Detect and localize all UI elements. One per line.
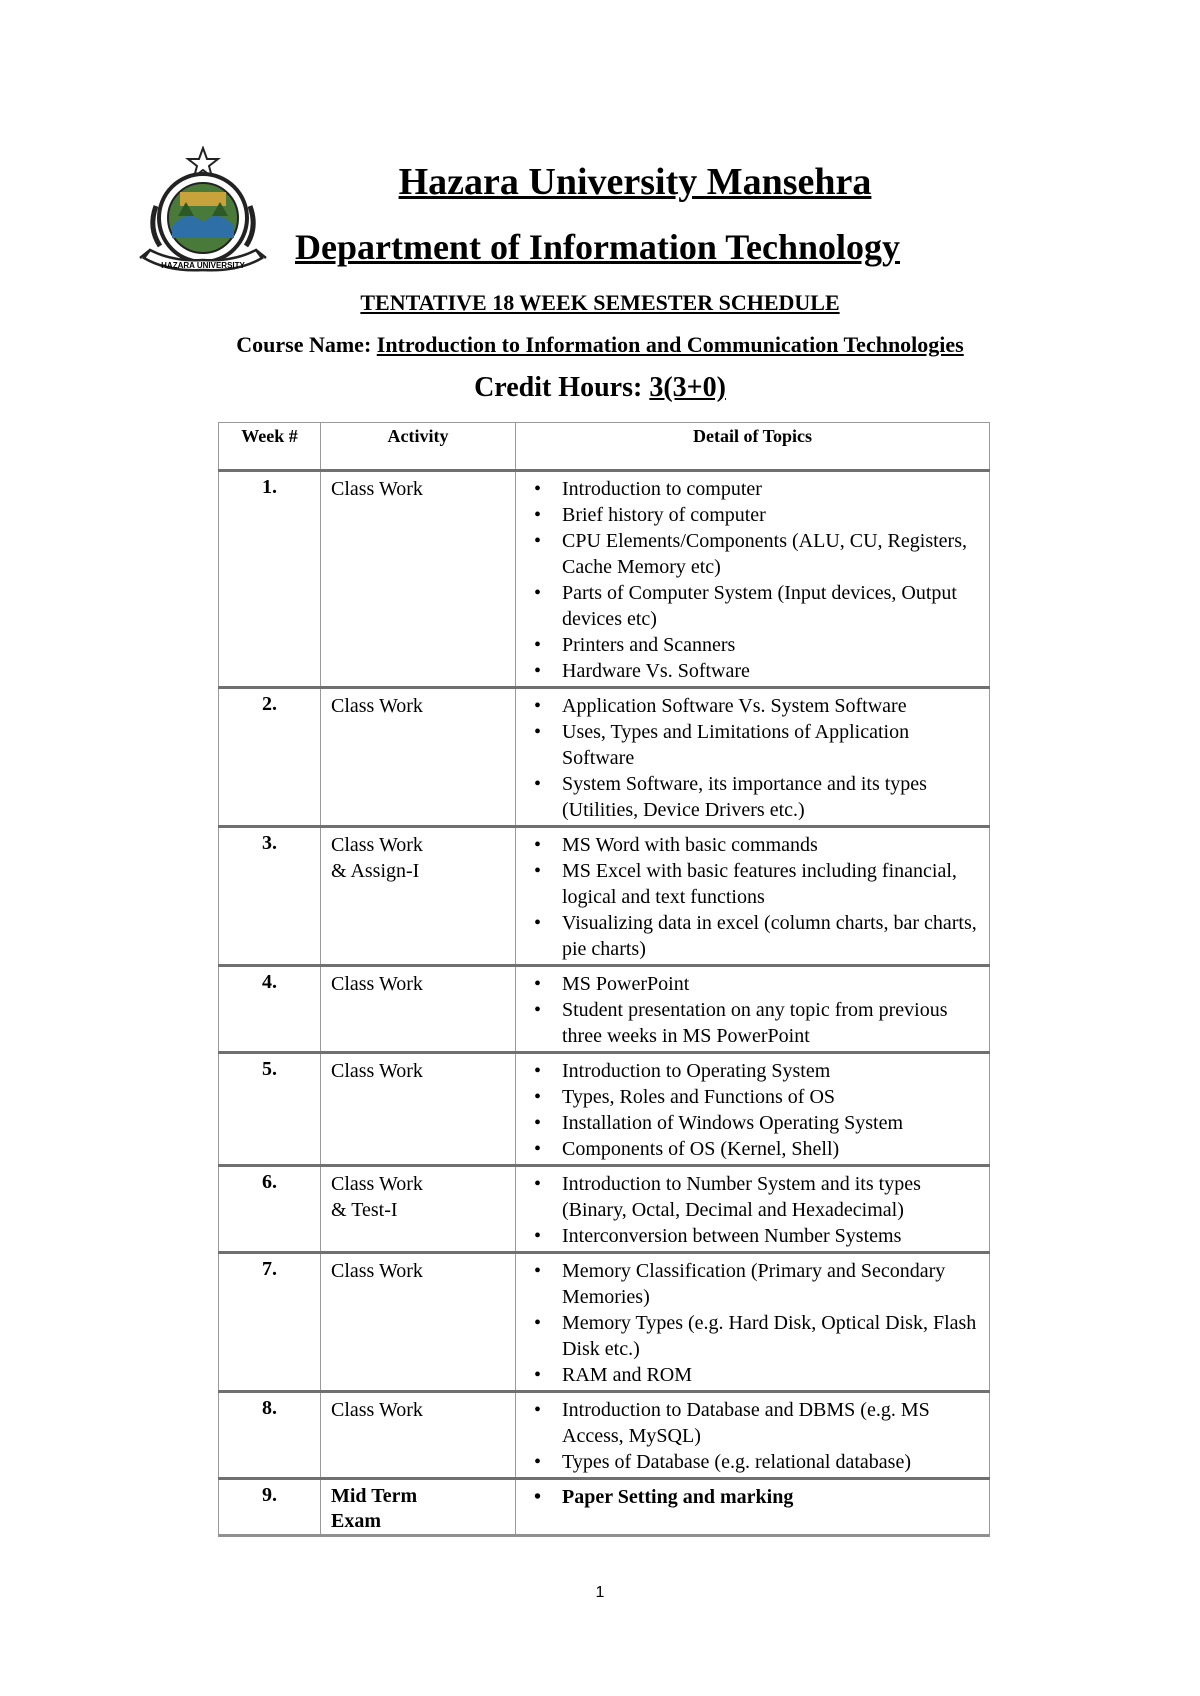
course-line [0, 332, 1200, 358]
activity-line: Class Work [331, 834, 423, 856]
topic-list [530, 832, 979, 962]
activity-cell [321, 471, 516, 688]
topic-item: • Student presentation on any topic from previous three weeks in MS PowerPoint [530, 997, 979, 1049]
activity-cell [321, 1166, 516, 1253]
topic-item: • Memory Classification (Primary and Secondary Memories) [530, 1258, 979, 1310]
topic-item: • Types, Roles and Functions of OS [530, 1084, 979, 1110]
credit-label: Credit Hours: [474, 372, 643, 403]
activity-line: & Test-I [331, 1199, 398, 1221]
topic-item: • MS PowerPoint [530, 971, 979, 997]
activity-line: Class Work [331, 973, 423, 995]
topic-item: • Application Software Vs. System Software [530, 693, 979, 719]
activity-line: Class Work [331, 1260, 423, 1282]
table-row [219, 1166, 990, 1253]
department-title: Department of Information Technology [295, 227, 900, 267]
credit-line [0, 372, 1200, 404]
topic-item: • RAM and ROM [530, 1362, 979, 1388]
activity-cell [321, 827, 516, 966]
week-number: 7. [219, 1253, 321, 1392]
table-header-row [219, 423, 990, 471]
topic-list [530, 476, 979, 684]
topic-list [530, 693, 979, 823]
table-row [219, 688, 990, 827]
activity-line: Class Work [331, 1399, 423, 1421]
table-row [219, 1053, 990, 1166]
activity-line: Exam [331, 1510, 381, 1532]
topic-item: • Paper Setting and marking [530, 1484, 979, 1510]
topic-item: • CPU Elements/Components (ALU, CU, Registers, Cache Memory etc) [530, 528, 979, 580]
week-number: 5. [219, 1053, 321, 1166]
column-header-activity: Activity [321, 423, 516, 471]
activity-cell [321, 1253, 516, 1392]
week-number: 2. [219, 688, 321, 827]
topic-item: • Components of OS (Kernel, Shell) [530, 1136, 979, 1162]
topic-item: • Printers and Scanners [530, 632, 979, 658]
topic-list [530, 1484, 979, 1510]
table-row [219, 1392, 990, 1479]
course-label: Course Name: [236, 332, 372, 357]
credit-value: 3(3+0) [649, 372, 726, 403]
topic-item: • Introduction to computer [530, 476, 979, 502]
topic-item: • Visualizing data in excel (column charts, bar charts, pie charts) [530, 910, 979, 962]
topic-item: • MS Excel with basic features including financial, logical and text functions [530, 858, 979, 910]
topic-item: • Interconversion between Number Systems [530, 1223, 979, 1249]
topic-item: • Hardware Vs. Software [530, 658, 979, 684]
topic-list [530, 1258, 979, 1388]
table-row [219, 827, 990, 966]
week-number: 6. [219, 1166, 321, 1253]
course-name: Introduction to Information and Communication Technologies [376, 332, 964, 357]
topics-cell [516, 1166, 990, 1253]
topic-item: • Introduction to Operating System [530, 1058, 979, 1084]
activity-cell [321, 1392, 516, 1479]
topic-list [530, 1058, 979, 1162]
topics-cell [516, 471, 990, 688]
topic-item: • Memory Types (e.g. Hard Disk, Optical Disk, Flash Disk etc.) [530, 1310, 979, 1362]
activity-cell [321, 1053, 516, 1166]
topic-list [530, 1397, 979, 1475]
topics-cell [516, 966, 990, 1053]
activity-cell [321, 1479, 516, 1536]
topic-list [530, 1171, 979, 1249]
topic-item: • System Software, its importance and its types (Utilities, Device Drivers etc.) [530, 771, 979, 823]
topic-list [530, 971, 979, 1049]
week-number: 8. [219, 1392, 321, 1479]
activity-line: Class Work [331, 1060, 423, 1082]
topic-item: • MS Word with basic commands [530, 832, 979, 858]
table-row [219, 1253, 990, 1392]
page-number: 1 [595, 1584, 605, 1601]
activity-cell [321, 966, 516, 1053]
activity-line: Class Work [331, 1173, 423, 1195]
topic-item: • Installation of Windows Operating System [530, 1110, 979, 1136]
schedule-table [218, 422, 990, 1537]
topics-cell [516, 827, 990, 966]
table-row [219, 471, 990, 688]
schedule-title: TENTATIVE 18 WEEK SEMESTER SCHEDULE [360, 290, 840, 315]
activity-line: & Assign-I [331, 860, 420, 882]
topic-item: • Parts of Computer System (Input devices, Output devices etc) [530, 580, 979, 632]
logo-text: HAZARA UNIVERSITY [161, 261, 245, 270]
activity-cell [321, 688, 516, 827]
university-title: Hazara University Mansehra [398, 161, 872, 203]
topic-item: • Types of Database (e.g. relational database) [530, 1449, 979, 1475]
column-header-topics: Detail of Topics [516, 423, 990, 471]
week-number: 9. [219, 1479, 321, 1536]
week-number: 1. [219, 471, 321, 688]
topics-cell [516, 1053, 990, 1166]
week-number: 4. [219, 966, 321, 1053]
topic-item: • Introduction to Database and DBMS (e.g. MS Access, MySQL) [530, 1397, 979, 1449]
week-number: 3. [219, 827, 321, 966]
topics-cell [516, 1253, 990, 1392]
topic-item: • Introduction to Number System and its types (Binary, Octal, Decimal and Hexadecimal) [530, 1171, 979, 1223]
activity-line: Class Work [331, 478, 423, 500]
activity-line: Mid Term [331, 1485, 418, 1507]
topic-item: • Brief history of computer [530, 502, 979, 528]
topics-cell [516, 1392, 990, 1479]
topics-cell [516, 688, 990, 827]
table-row [219, 966, 990, 1053]
column-header-week: Week # [219, 423, 321, 471]
topics-cell [516, 1479, 990, 1536]
table-row [219, 1479, 990, 1536]
activity-line: Class Work [331, 695, 423, 717]
schedule-body [219, 471, 990, 1536]
topic-item: • Uses, Types and Limitations of Application Software [530, 719, 979, 771]
